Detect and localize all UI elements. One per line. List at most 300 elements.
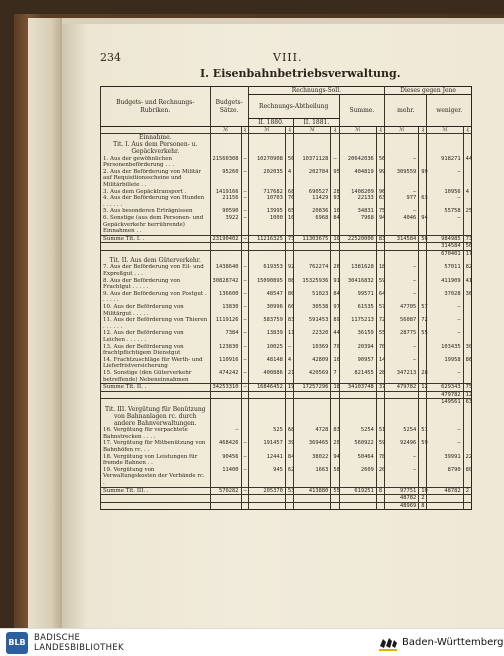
cell-budget: 570282 [210, 487, 241, 495]
cell-sd [376, 502, 384, 509]
cell-md: 8 [419, 502, 427, 509]
cell-b [294, 502, 331, 509]
cell-s: 404819 [339, 169, 376, 189]
cell-m [385, 250, 419, 257]
cell-ad: 65 [285, 208, 293, 215]
header-rechnungs-soll: Rechnungs-Soll. [248, 87, 384, 95]
cell-md [419, 391, 427, 398]
cell-bd: — [241, 344, 248, 357]
cell-wd [463, 134, 471, 142]
cell-budget [210, 391, 241, 398]
cell-a: 10703 [248, 195, 285, 208]
blb-name-line1: BADISCHE [34, 633, 81, 643]
cell-wd: 41 [463, 278, 471, 291]
cell-b: 30538 [294, 304, 331, 317]
row-description: Tit. III. Vergütung für Benützung von Bahnanlagen rc. durch andere Bahnverwaltungen. [101, 406, 211, 428]
cell-w: 984985 [427, 235, 463, 243]
row-description: Summe Tit. I. . [101, 235, 211, 243]
cell-bd2 [331, 134, 339, 142]
page-number: 234 [100, 51, 121, 64]
cell-sd: 83 [376, 235, 384, 243]
cell-sd: 57 [376, 304, 384, 317]
cell-m [385, 391, 419, 398]
cell-bd: — [241, 487, 248, 495]
cell-b: 591453 [294, 317, 331, 330]
cell-bd [241, 406, 248, 428]
cell-ad: 70 [285, 195, 293, 208]
table-row [101, 189, 472, 196]
baden-wuerttemberg-lions-icon[interactable] [378, 634, 398, 652]
cell-w: 479782 [427, 391, 463, 398]
cell-a: 1000 [248, 215, 285, 235]
cell-a: 202035 [248, 169, 285, 189]
unit-mark: ℳ [210, 127, 241, 134]
cell-wd [463, 440, 471, 453]
unit-mark: ℳ [427, 127, 463, 134]
cell-budget: 1438640 [210, 264, 241, 277]
cell-ad: 39 [285, 440, 293, 453]
cell-m: 48969 [385, 502, 419, 509]
cell-md: 59 [419, 440, 427, 453]
cell-budget: 90590 [210, 208, 241, 215]
cell-bd2 [331, 502, 339, 509]
baden-wuerttemberg-label[interactable]: Baden-Württemberg [402, 637, 504, 648]
cell-ad: 80 [285, 291, 293, 304]
cell-s: 34103748 [339, 384, 376, 392]
cell-md: 72 [419, 317, 427, 330]
cell-w: 103435 [427, 344, 463, 357]
cell-budget: 136600 [210, 291, 241, 304]
cell-ad: 21 [285, 370, 293, 384]
row-description: 16. Vergütung für verpachtete Bahnstrecken . . . . [101, 427, 211, 440]
cell-s: 619251 [339, 487, 376, 495]
cell-ad: 4 [285, 357, 293, 370]
row-description: 12. Aus der Beförderung von Leichen . . . . . . [101, 330, 211, 343]
budget-table [100, 86, 472, 510]
cell-m: 92496 [385, 440, 419, 453]
cell-wd [463, 215, 471, 235]
cell-budget: 30828742 [210, 278, 241, 291]
unit-pfennig: ₰ [285, 127, 293, 134]
cell-m: 309559 [385, 169, 419, 189]
footer-bar [0, 628, 504, 656]
cell-b: 17257296 [294, 384, 331, 392]
cell-m: 479782 [385, 384, 419, 392]
table-row [101, 141, 472, 155]
cell-bd: — [241, 189, 248, 196]
cell-ad: — [285, 344, 293, 357]
cell-wd: 22 [463, 454, 471, 467]
cell-ad [285, 495, 293, 502]
cell-ad: 4 [285, 169, 293, 189]
cell-w: — [427, 440, 463, 453]
cell-s: 1408209 [339, 189, 376, 196]
row-description [101, 399, 211, 406]
cell-sd [376, 495, 384, 502]
cell-bd2: 97 [331, 304, 339, 317]
unit-pfennig: ₰ [241, 127, 248, 134]
cell-w: 670401 [427, 250, 463, 257]
cell-w: 10956 [427, 189, 463, 196]
cell-s: 5254 [339, 427, 376, 440]
cell-s: 20394 [339, 344, 376, 357]
cell-m: — [385, 189, 419, 196]
cell-md [419, 257, 427, 264]
table-row [101, 440, 472, 453]
table-row [101, 495, 472, 502]
cell-md [419, 399, 427, 406]
cell-b: 11429 [294, 195, 331, 208]
row-description: 18. Vergütung von Leistungen für fremde Bahnen . . [101, 454, 211, 467]
cell-budget [210, 399, 241, 406]
header-dieses-gegen-jene: Dieses gegen Jene [385, 87, 472, 95]
cell-ad: 68 [285, 427, 293, 440]
cell-a: 15090895 [248, 278, 285, 291]
cell-s: 1175213 [339, 317, 376, 330]
cell-m: 97751 [385, 487, 419, 495]
table-row [101, 243, 472, 250]
budget-table-body [101, 127, 472, 510]
cell-a: 11216325 [248, 235, 285, 243]
cell-ad [285, 399, 293, 406]
cell-b: 369465 [294, 440, 331, 453]
table-row [101, 357, 472, 370]
cell-s: 821455 [339, 370, 376, 384]
cell-w [427, 495, 463, 502]
cell-wd: 36 [463, 291, 471, 304]
cell-a [248, 495, 285, 502]
row-description: 1. Aus der gewöhnlichen Personenbeförderung . . . [101, 156, 211, 169]
cell-sd [376, 243, 384, 250]
cell-bd2: 28 [331, 189, 339, 196]
cell-budget: 21560308 [210, 156, 241, 169]
cell-bd2: 7 [331, 370, 339, 384]
cell-sd: 78 [376, 454, 384, 467]
cell-s [339, 257, 376, 264]
cell-s: 20642036 [339, 156, 376, 169]
cell-wd [463, 141, 471, 155]
cell-bd2: 58 [331, 467, 339, 487]
cell-wd [463, 502, 471, 509]
cell-w: — [427, 195, 463, 208]
cell-a [248, 141, 285, 155]
header-budget-saetze: Budgets-Sätze. [210, 87, 248, 127]
cell-budget [210, 257, 241, 264]
row-description: 3. Aus dem Gepäcktransport . [101, 189, 211, 196]
cell-w: — [427, 330, 463, 343]
cell-a [248, 250, 285, 257]
row-description: Einnahme. [101, 134, 211, 142]
cell-md: 99 [419, 169, 427, 189]
cell-ad: 11 [285, 330, 293, 343]
header-year-1880: II. 1880. [248, 118, 293, 126]
cell-budget [210, 134, 241, 142]
cell-sd: 94 [376, 215, 384, 235]
cell-wd: 12 [463, 391, 471, 398]
cell-s [339, 391, 376, 398]
cell-w: 629343 [427, 384, 463, 392]
cell-a: 583759 [248, 317, 285, 330]
cell-budget [210, 495, 241, 502]
cell-sd: 18 [376, 264, 384, 277]
cell-bd [241, 391, 248, 398]
row-description [101, 495, 211, 502]
cell-a: 13995 [248, 208, 285, 215]
cell-wd: 44 [463, 156, 471, 169]
cell-md [419, 134, 427, 142]
cell-wd: 17 [463, 250, 471, 257]
cell-sd [376, 257, 384, 264]
blb-name[interactable] [34, 633, 124, 653]
cell-m: 347213 [385, 370, 419, 384]
cell-a: 10270908 [248, 156, 285, 169]
cell-md: 94 [419, 215, 427, 235]
cell-b: 6968 [294, 215, 331, 235]
header-mehr: mehr. [385, 95, 427, 127]
cell-bd [241, 250, 248, 257]
cell-ad: 83 [285, 317, 293, 330]
table-row [101, 250, 472, 257]
cell-wd [463, 427, 471, 440]
cell-bd2: 95 [331, 169, 339, 189]
cell-budget [210, 243, 241, 250]
cell-sd: 59 [376, 440, 384, 453]
cell-b: 420569 [294, 370, 331, 384]
cell-md [419, 454, 427, 467]
table-row [101, 344, 472, 357]
cell-b: 38022 [294, 454, 331, 467]
cell-b [294, 406, 331, 428]
cell-a: 525 [248, 427, 285, 440]
cell-m: 977 [385, 195, 419, 208]
cell-sd: 96 [376, 189, 384, 196]
cell-ad [285, 243, 293, 250]
cell-sd [376, 141, 384, 155]
cell-ad: 60 [285, 304, 293, 317]
cell-budget: 21156 [210, 195, 241, 208]
unit-pfennig: ₰ [463, 127, 471, 134]
cell-bd: — [241, 208, 248, 215]
header-rechnungs-abtheilung: Rechnungs-Abtheilung [248, 95, 339, 119]
cell-m [385, 141, 419, 155]
table-row [101, 391, 472, 398]
header-rubriken: Budgets- und Rechnungs-Rubriken. [101, 87, 211, 127]
table-row [101, 427, 472, 440]
cell-bd2 [331, 399, 339, 406]
cell-md [419, 467, 427, 487]
cell-bd: — [241, 264, 248, 277]
cell-m: — [385, 156, 419, 169]
row-description [101, 502, 211, 509]
cell-bd2: 10 [331, 357, 339, 370]
cell-bd [241, 495, 248, 502]
cell-s [339, 502, 376, 509]
cell-m: 48782 [385, 495, 419, 502]
cell-ad [285, 134, 293, 142]
cell-wd: 30 [463, 344, 471, 357]
row-description: 2. Aus der Beförderung von Militär auf Requisitionsscheine und Militärbillete . . [101, 169, 211, 189]
cell-bd [241, 399, 248, 406]
cell-budget: 474242 [210, 370, 241, 384]
row-description: Tit. II. Aus dem Güterverkehr. [101, 257, 211, 264]
table-row [101, 370, 472, 384]
cell-a [248, 406, 285, 428]
cell-bd2: 70 [331, 344, 339, 357]
unit-row [101, 127, 472, 134]
cell-w: 314584 [427, 243, 463, 250]
table-row [101, 169, 472, 189]
cell-md: 56 [419, 235, 427, 243]
cell-b: 11303675 [294, 235, 331, 243]
cell-bd2: 10 [331, 208, 339, 215]
cell-wd: 25 [463, 208, 471, 215]
budget-table-wrap [100, 86, 472, 582]
cell-s: 61535 [339, 304, 376, 317]
cell-bd2: 84 [331, 291, 339, 304]
cell-b: 42809 [294, 357, 331, 370]
cell-wd [463, 406, 471, 428]
cell-w: 39991 [427, 454, 463, 467]
cell-md: 55 [419, 330, 427, 343]
cell-w [427, 406, 463, 428]
cell-bd [241, 502, 248, 509]
table-row [101, 291, 472, 304]
cell-bd2 [331, 243, 339, 250]
cell-w: 48782 [427, 487, 463, 495]
cell-b [294, 250, 331, 257]
section-roman-numeral: VIII. [273, 51, 303, 64]
unit-pfennig: ₰ [331, 127, 339, 134]
cell-wd: 2 [463, 487, 471, 495]
cell-a: 16846452 [248, 384, 285, 392]
cell-sd [376, 399, 384, 406]
cell-w: — [427, 215, 463, 235]
table-row [101, 264, 472, 277]
cell-md: 57 [419, 304, 427, 317]
cell-s: 36159 [339, 330, 376, 343]
cell-a: 10025 [248, 344, 285, 357]
cell-ad [285, 406, 293, 428]
cell-budget: 95260 [210, 169, 241, 189]
cell-wd: 82 [463, 264, 471, 277]
cell-ad: 08 [285, 278, 293, 291]
cell-b: 20836 [294, 208, 331, 215]
cell-m: 5254 [385, 427, 419, 440]
cell-md: 63 [419, 195, 427, 208]
cell-md [419, 357, 427, 370]
cell-s [339, 495, 376, 502]
cell-sd: 56 [376, 156, 384, 169]
cell-s: 22133 [339, 195, 376, 208]
table-row [101, 257, 472, 264]
cell-bd2: 10 [331, 235, 339, 243]
cell-s: 34831 [339, 208, 376, 215]
row-description: 13. Aus der Beförderung von frachtpflichtigem Dienstgut [101, 344, 211, 357]
cell-bd: — [241, 384, 248, 392]
table-row [101, 399, 472, 406]
cell-md [419, 406, 427, 428]
cell-s [339, 134, 376, 142]
cell-ad: 62 [285, 467, 293, 487]
cell-bd [241, 427, 248, 440]
cell-sd: 70 [376, 344, 384, 357]
row-description: 19. Vergütung von Verwaltungskosten der Verbände rc. . [101, 467, 211, 487]
cell-sd [376, 406, 384, 428]
cell-a [248, 391, 285, 398]
cell-bd2: 94 [331, 454, 339, 467]
cell-m [385, 257, 419, 264]
table-row [101, 278, 472, 291]
cell-b: 22320 [294, 330, 331, 343]
cell-b [294, 257, 331, 264]
cell-w: — [427, 427, 463, 440]
table-row [101, 467, 472, 487]
cell-md [419, 243, 427, 250]
cell-bd [241, 141, 248, 155]
cell-b [294, 134, 331, 142]
cell-m: — [385, 278, 419, 291]
cell-sd: 51 [376, 427, 384, 440]
cell-b: 202784 [294, 169, 331, 189]
row-description: 15. Sonstige (den Güterverkehr betreffende) Nebeneinnahmen [101, 370, 211, 384]
cell-bd2: 89 [331, 317, 339, 330]
row-description [101, 391, 211, 398]
cell-bd [241, 243, 248, 250]
cell-w [427, 141, 463, 155]
cell-a: 48547 [248, 291, 285, 304]
cell-budget: 13830 [210, 304, 241, 317]
cell-bd2: 55 [331, 487, 339, 495]
cell-b [294, 495, 331, 502]
cell-bd2: 84 [331, 215, 339, 235]
cell-ad [285, 250, 293, 257]
cell-sd [376, 391, 384, 398]
cell-s [339, 399, 376, 406]
cell-a: 191457 [248, 440, 285, 453]
row-description: 17. Vergütung für Mitbenützung von Bahnhöfen rc. . . [101, 440, 211, 453]
cell-bd2: 91 [331, 278, 339, 291]
table-row [101, 406, 472, 428]
cell-s [339, 243, 376, 250]
cell-a: 205370 [248, 487, 285, 495]
cell-bd: — [241, 467, 248, 487]
cell-bd2: 20 [331, 440, 339, 453]
cell-w: — [427, 317, 463, 330]
cell-sd: 20 [376, 467, 384, 487]
cell-bd: — [241, 304, 248, 317]
table-row [101, 330, 472, 343]
cell-w: 8790 [427, 467, 463, 487]
cell-sd: 99 [376, 169, 384, 189]
cell-ad: 73 [285, 235, 293, 243]
cell-m [385, 134, 419, 142]
page-gutter-strip [28, 18, 62, 628]
cell-m [385, 243, 419, 250]
cell-budget: 1119126 [210, 317, 241, 330]
cell-ad [285, 391, 293, 398]
cell-bd2 [331, 141, 339, 155]
cell-m: 28775 [385, 330, 419, 343]
cell-m: 314584 [385, 235, 419, 243]
cell-wd: 56 [463, 243, 471, 250]
cell-budget [210, 250, 241, 257]
blb-logo[interactable]: BLB [6, 632, 28, 654]
cell-budget [210, 141, 241, 155]
unit-mark: ℳ [339, 127, 376, 134]
cell-b [294, 141, 331, 155]
row-description [101, 250, 211, 257]
cell-s: 30416832 [339, 278, 376, 291]
